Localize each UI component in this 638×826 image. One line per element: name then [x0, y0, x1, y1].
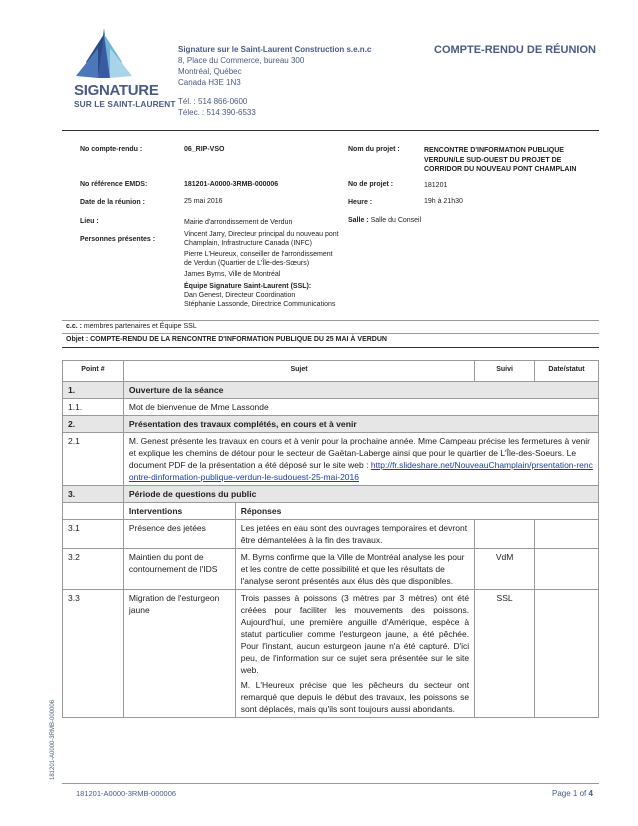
item-text: Mot de bienvenue de Mme Lassonde	[123, 399, 598, 416]
place-value: Mairie d'arrondissement de Verdun	[184, 219, 293, 226]
project-name-value: RENCONTRE D'INFORMATION PUBLIQUE VERDUN/LE SUD-OUEST DU PROJET DE CORRIDOR DU NOUVEAU PONT CHAMPLAIN	[424, 147, 577, 173]
logo-subline: SUR LE SAINT-LAURENT	[74, 99, 176, 109]
attendee: James Byrns, Ville de Montréal	[184, 271, 281, 278]
item-response	[235, 590, 474, 718]
section-title: Ouverture de la séance	[123, 382, 598, 399]
address-line-1: 8, Place du Commerce, bureau 300	[178, 56, 305, 65]
item-followup: SSL	[475, 590, 535, 718]
item-body: M. Genest présente les travaux en cours et à venir pour la prochaine année. Mme Campeau précise les fermetures à venir et explique les chemins de détour pour le secteur de Gaëtan-Laberge ainsi que pour le quartier de L'Île-des-Soeurs. Le document PDF de la présentation a été déposé sur le site web :	[128, 436, 590, 470]
company-name: Signature sur le Saint-Laurent Construction s.e.n.c	[178, 45, 372, 54]
cc-line	[66, 322, 197, 331]
table-row	[63, 399, 599, 416]
item-number: 3.2	[63, 549, 124, 590]
ref-value: 181201-A0000-3RMB-000006	[184, 181, 279, 188]
response-paragraph: M. L'Heureux précise que les pêcheurs du secteur ont remarqué que depuis le début des travaux, les poissons se sont déplacés, mais qu'ils sont toujours aussi abondants.	[240, 680, 470, 714]
attendees-label: Personnes présentes :	[80, 236, 156, 243]
attendee: Pierre L'Heureux, conseiller de l'arrondissement de Verdun (Quartier de L'Île-des-Sœurs)	[184, 251, 333, 267]
project-number-value: 181201	[424, 182, 448, 189]
subject-value: COMPTE-RENDU DE LA RENCONTRE D'INFORMATION PUBLIQUE DU 25 MAI À VERDUN	[90, 336, 387, 343]
footer-divider	[62, 783, 599, 784]
time-label: Heure :	[348, 199, 373, 206]
item-intervention: Maintien du pont de contournement de l'IDS	[123, 549, 235, 590]
cr-value: 06_RIP-VSO	[184, 146, 225, 153]
company-address	[178, 44, 371, 118]
ref-label: No référence EMDS:	[80, 181, 148, 188]
attendee: Dan Genest, Directeur Coordination	[184, 292, 296, 299]
section-number: 1.	[63, 382, 124, 399]
subject-label: Objet :	[66, 336, 89, 343]
attendee: Stéphanie Lassonde, Directrice Communications	[184, 301, 336, 308]
company-logo	[74, 28, 176, 109]
response-paragraph: Trois passes à poissons (3 mètres par 3 mètres) ont été créées pour faciliter les mouvements des poissons. Aujourd'hui, une première anguille d'Amérique, espèce à statut particulier comme l'esturgeon jaune, a été pêchée. Pour l'instant, aucun esturgeon jaune n'a été capturé. D'ici peu, de l'information sur ce sujet sera présentée sur le site web.	[240, 593, 470, 675]
table-header-row	[63, 361, 599, 382]
date-label: Date de la réunion :	[80, 199, 145, 206]
project-number-label: No de projet :	[348, 181, 394, 188]
time-value: 19h à 21h30	[424, 198, 463, 205]
logo-wordmark: SIGNATURE	[74, 82, 159, 99]
room-label: Salle :	[348, 217, 369, 224]
room	[348, 216, 421, 225]
address-line-3: Canada H3E 1N3	[178, 78, 241, 87]
section-number: 3.	[63, 486, 124, 503]
phone: Tél. : 514 866-0600	[178, 97, 248, 106]
document-title: COMPTE-RENDU DE RÉUNION	[434, 44, 596, 56]
cc-label: c.c. :	[66, 323, 82, 330]
item-followup: VdM	[475, 549, 535, 590]
item-text	[123, 433, 598, 486]
table-row	[63, 549, 599, 590]
item-intervention: Migration de l'esturgeon jaune	[123, 590, 235, 718]
cc-value: membres partenaires et Équipe SSL	[83, 323, 197, 330]
table-row	[63, 520, 599, 549]
item-number: 1.1.	[63, 399, 124, 416]
side-code: 181201-A0000-3RMB-000006	[50, 699, 56, 780]
divider	[62, 320, 599, 321]
col-header-subject: Sujet	[123, 361, 474, 382]
section-number: 2.	[63, 416, 124, 433]
item-number: 3.1	[63, 520, 124, 549]
subheader-responses: Réponses	[235, 503, 598, 520]
item-response: M. Byrns confirme que la Ville de Montréal analyse les pour et les contre de cette possibilité et que les résultats de l'analyse seront présentés aux élus dès que disponibles.	[235, 549, 474, 590]
footer-reference: 181201-A0000-3RMB-000006	[76, 789, 177, 798]
address-line-2: Montréal, Québec	[178, 67, 242, 76]
ssl-team-title: Équipe Signature Saint-Laurent (SSL):	[184, 283, 312, 290]
item-followup	[475, 520, 535, 549]
subject-line	[66, 336, 387, 343]
section-row	[63, 382, 599, 399]
date-value: 25 mai 2016	[184, 198, 223, 205]
item-number: 3.3	[63, 590, 124, 718]
fax: Télec. : 514 390-6533	[178, 108, 256, 117]
col-header-point: Point #	[63, 361, 124, 382]
divider	[62, 347, 599, 348]
page-number: Page 1 of 4	[552, 789, 593, 798]
subheader-interventions: Interventions	[123, 503, 235, 520]
divider	[62, 333, 599, 334]
table-row	[63, 433, 599, 486]
col-header-status: Date/statut	[535, 361, 599, 382]
section-title: Période de questions du public	[123, 486, 598, 503]
subheader-row	[63, 503, 599, 520]
item-intervention: Présence des jetées	[123, 520, 235, 549]
item-number: 2.1	[63, 433, 124, 486]
section-row	[63, 486, 599, 503]
presentation-link[interactable]: http://fr.slideshare.net/NouveauChamplain/prsentation-rencontre-dinformation-publique-verdun-le-sudouest-25-mai-2016	[128, 460, 593, 482]
section-row	[63, 416, 599, 433]
table-row	[63, 590, 599, 718]
item-response: Les jetées en eau sont des ouvrages temporaires et devront être démantelées à la fin des travaux.	[235, 520, 474, 549]
place-label: Lieu :	[80, 218, 99, 225]
attendee: Vincent Jarry, Directeur principal du nouveau pont Champlain, Infrastructure Canada (INFC)	[184, 231, 339, 247]
cr-label: No compte-rendu :	[80, 146, 143, 153]
logo-tower-icon	[74, 28, 134, 80]
project-name-label: Nom du projet :	[348, 146, 400, 153]
minutes-table	[62, 360, 599, 718]
header-divider	[62, 130, 599, 131]
section-title: Présentation des travaux complétés, en cours et à venir	[123, 416, 598, 433]
room-value: Salle du Conseil	[370, 217, 422, 224]
attendees-list	[184, 230, 339, 309]
col-header-followup: Suivi	[475, 361, 535, 382]
